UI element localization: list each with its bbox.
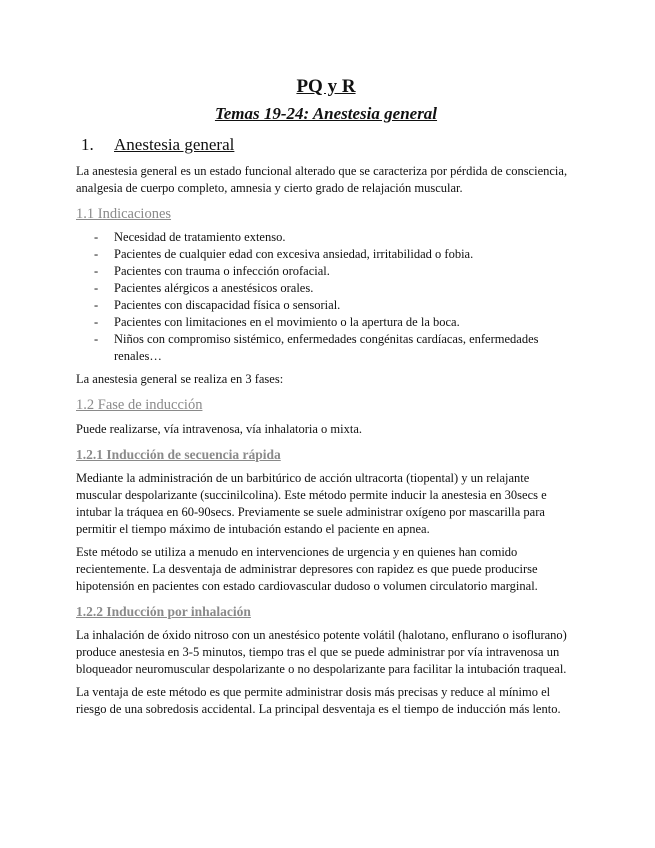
dash-bullet: - <box>94 264 99 278</box>
section-number: 1. <box>81 135 94 154</box>
intro-paragraph: La anestesia general es un estado funcional alterado que se caracteriza por pérdida de consciencia, analgesia de cuerpo completo, amnesia y cierto grado de relajación muscular. <box>76 164 568 195</box>
document-subtitle: Temas 19-24: Anestesia general <box>214 104 438 123</box>
document-page <box>76 74 576 718</box>
dash-bullet: - <box>94 281 99 295</box>
list-item: - Pacientes alérgicos a anestésicos orales. <box>76 280 576 297</box>
dash-bullet: - <box>94 247 99 261</box>
section-title: Anestesia general <box>114 135 235 154</box>
dash-bullet: - <box>94 298 99 312</box>
list-item: - Pacientes con discapacidad física o sensorial. <box>76 297 576 314</box>
dash-bullet: - <box>94 315 99 329</box>
list-item: - Pacientes de cualquier edad con excesiva ansiedad, irritabilidad o fobia. <box>76 246 576 263</box>
subsection-heading-fase-induccion: 1.2 Fase de inducción <box>76 397 203 413</box>
indicaciones-list <box>76 229 576 365</box>
document-title: PQ y R <box>296 76 356 97</box>
secuencia-rapida-paragraph-2: Este método se utiliza a menudo en intervenciones de urgencia y en quienes han comido recientemente. La desventaja de administrar depresores con rapidez es que puede producirse hipotensión en pacientes con estado cardiovascular dudoso o volumen circulatorio marginal. <box>76 545 538 593</box>
list-item: - Necesidad de tratamiento extenso. <box>76 229 576 246</box>
inhalacion-paragraph-2: La ventaja de este método es que permite administrar dosis más precisas y reduce al mínimo el riesgo de una sobredosis accidental. La principal desventaja es el tiempo de inducción más lento. <box>76 685 561 716</box>
secuencia-rapida-paragraph-1: Mediante la administración de un barbitúrico de acción ultracorta (tiopental) y un relajante muscular despolarizante (succinilcolina). Este método permite inducir la anestesia en 30secs e intubar la tráquea en 60-90secs. Previamente se suele administrar oxígeno por mascarilla para permitir el tiempo máximo de intubación estando el paciente en apnea. <box>76 471 547 536</box>
subsubsection-heading-secuencia-rapida: 1.2.1 Inducción de secuencia rápida <box>76 447 281 462</box>
fases-paragraph: La anestesia general se realiza en 3 fases: <box>76 372 284 386</box>
inhalacion-paragraph-1: La inhalación de óxido nitroso con un anestésico potente volátil (halotano, enflurano o isoflurano) produce anestesia en 3-5 minutos, tiempo tras el que se puede administrar por vía intravenosa un bloqueador neuromuscular despolarizante o no despolarizante para facilitar la intubación traqueal. <box>76 628 567 676</box>
induccion-intro-paragraph: Puede realizarse, vía intravenosa, vía inhalatoria o mixta. <box>76 422 362 436</box>
list-item: - Niños con compromiso sistémico, enfermedades congénitas cardíacas, enfermedades renales… <box>76 331 576 365</box>
subsection-heading-indicaciones: 1.1 Indicaciones <box>76 206 172 222</box>
subsubsection-heading-inhalacion: 1.2.2 Inducción por inhalación <box>76 604 251 619</box>
section-heading-anestesia-general <box>76 133 576 157</box>
list-item: - Pacientes con trauma o infección orofacial. <box>76 263 576 280</box>
dash-bullet: - <box>94 332 99 346</box>
list-item: - Pacientes con limitaciones en el movimiento o la apertura de la boca. <box>76 314 576 331</box>
dash-bullet: - <box>94 230 99 244</box>
